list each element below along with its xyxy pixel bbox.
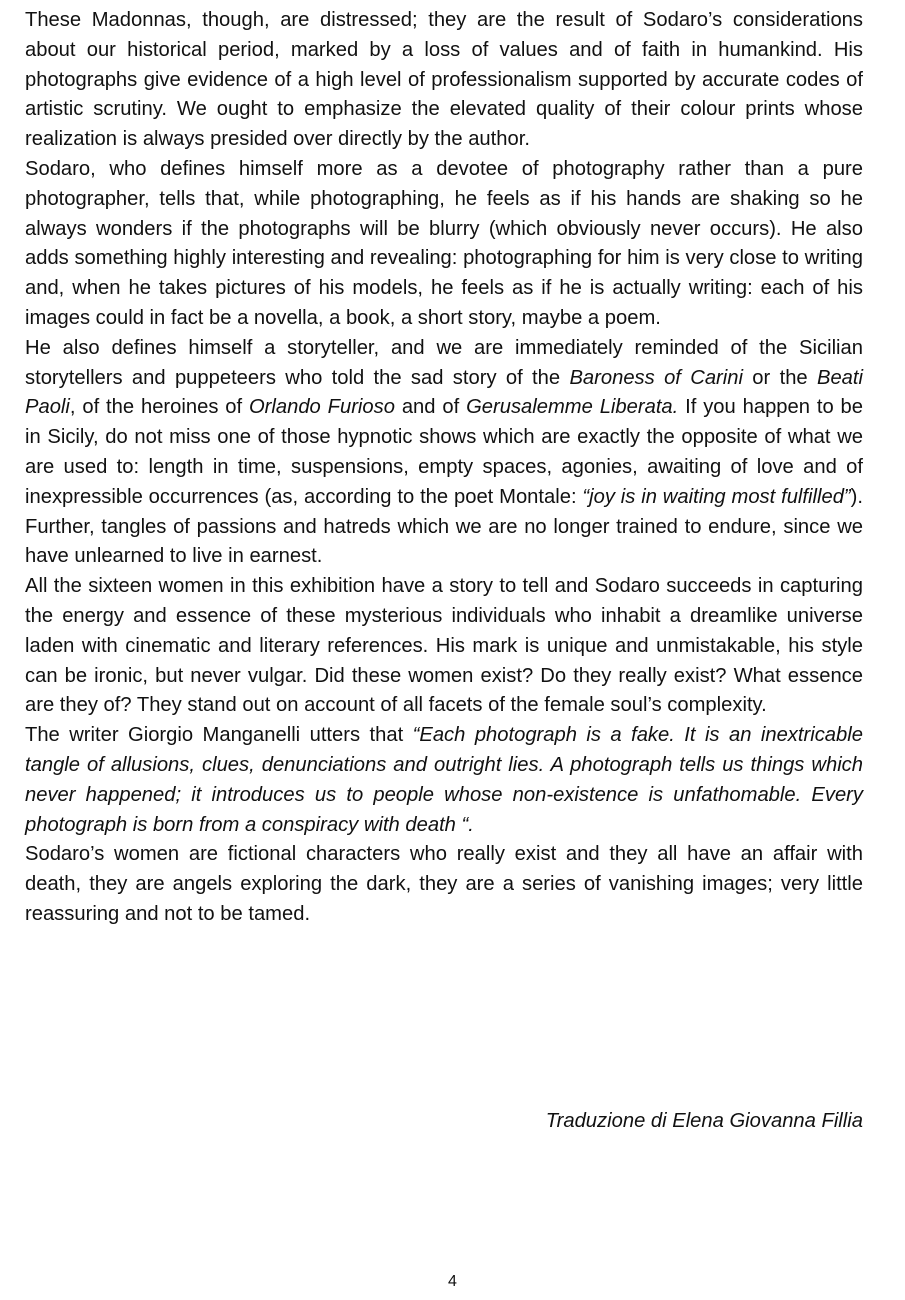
italic-title-orlando-furioso: Orlando Furioso: [248, 396, 395, 419]
document-body: [25, 6, 863, 930]
italic-quote-manganelli: “Each photograph is a fake. It is an inextricable tangle of allusions, clues, denunciations and outright lies. A photograph tells us things which never happened; it introduces us to people whose non-existence is unfathomable. Every photograph is born from a conspiracy with death “.: [25, 724, 863, 836]
page-number: 4: [448, 1273, 457, 1290]
paragraph-text: Sodaro’s women are fictional characters who really exist and they all have an affair with death, they are angels exploring the dark, they are a series of vanishing images; very little reassuring and not to be tamed.: [25, 843, 863, 925]
paragraph: [25, 572, 863, 721]
paragraph-text: He also defines himself a storyteller, and we are immediately reminded of the Sicilian storytellers and puppeteers who told the sad story of the: [25, 336, 863, 389]
italic-title-beati-paoli: Beati Paoli: [25, 366, 863, 419]
translator-credit: Traduzione di Elena Giovanna Fillia: [545, 1110, 863, 1132]
paragraph-text: ). Further, tangles of passions and hatreds which we are no longer trained to endure, since we have unlearned to live in earnest.: [25, 485, 864, 568]
paragraph: [25, 840, 863, 929]
italic-quote-montale: “joy is in waiting most fulfilled”: [582, 485, 851, 508]
paragraph-text: All the sixteen women in this exhibition have a story to tell and Sodaro succeeds in capturing the energy and essence of these mysterious individuals who inhabit a dreamlike universe laden with cinematic and literary references. His mark is unique and unmistakable, his style can be ironic, but never vulgar. Did these women exist? Do they really exist? What essence are they of? They stand out on account of all facets of the female soul’s complexity.: [25, 575, 863, 717]
paragraph-text: If you happen to be in Sicily, do not miss one of those hypnotic shows which are exactly the opposite of what we are used to: length in time, suspensions, empty spaces, agonies, awaiting of love and of inexpressible occurrences (as, according to the poet Montale:: [25, 396, 863, 508]
paragraph-text: or the: [742, 366, 817, 389]
paragraph-text: The writer Giorgio Manganelli utters that: [25, 724, 413, 747]
paragraph: [25, 6, 863, 155]
paragraph-text: Sodaro, who defines himself more as a devotee of photography rather than a pure photographer, tells that, while photographing, he feels as if his hands are shaking so he always wonders if the photographs will be blurry (which obviously never occurs). He also adds something highly interesting and revealing: photographing for him is very close to writing and, when he takes pictures of his models, he feels as if he is actually writing: each of his images could in fact be a novella, a book, a short story, maybe a poem.: [25, 157, 863, 329]
italic-title-baroness-of-carini: Baroness of Carini: [569, 366, 743, 389]
paragraph: [25, 155, 863, 334]
paragraph: [25, 334, 863, 572]
paragraph: [25, 721, 863, 840]
italic-title-gerusalemme-liberata: Gerusalemme Liberata.: [466, 396, 679, 419]
paragraph-text: , of the heroines of: [69, 396, 249, 419]
paragraph-text: and of: [394, 396, 467, 419]
paragraph-text: These Madonnas, though, are distressed; they are the result of Sodaro’s considerations about our historical period, marked by a loss of values and of faith in humankind. His photographs give evidence of a high level of professionalism supported by accurate codes of artistic scrutiny. We ought to emphasize the elevated quality of their colour prints whose realization is always presided over directly by the author.: [25, 9, 863, 151]
